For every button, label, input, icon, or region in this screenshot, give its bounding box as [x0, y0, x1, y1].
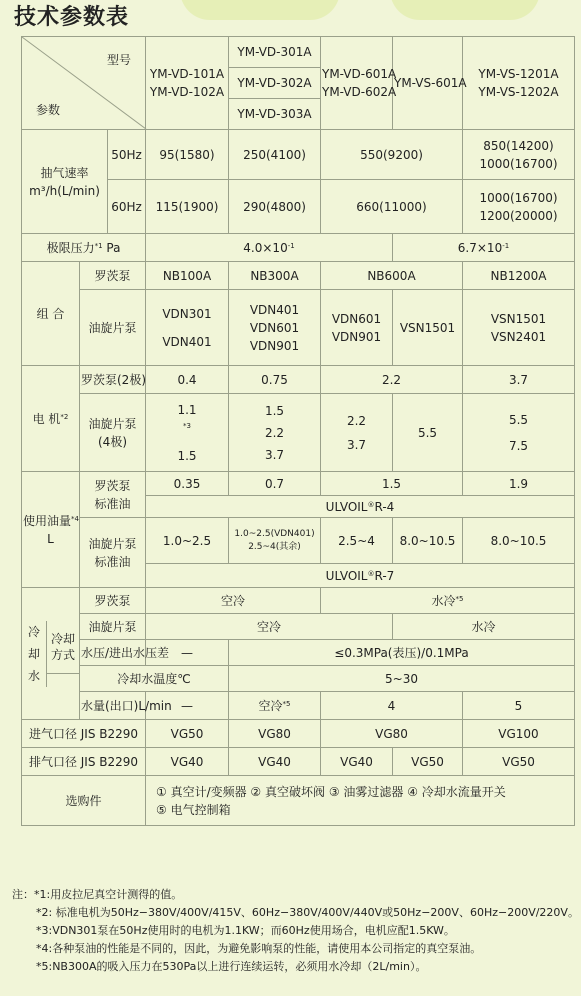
inlet-col34: VG80 — [321, 720, 463, 748]
motor-roots-col5: 3.7 — [463, 366, 575, 394]
cooling-rotary-air: 空冷 — [146, 614, 393, 640]
cooling-flow-col2: 空冷$^{*5}$ — [229, 692, 321, 720]
rotary-col3: VDN601 VDN901 — [321, 290, 393, 366]
param-label: 参数 — [36, 103, 61, 117]
footnotes — [12, 886, 578, 976]
cooling-pressure-dash: — — [146, 640, 229, 666]
oil-rotary-label: 油旋片泵 标准油 — [80, 518, 146, 588]
cooling-flow-col34: 4 — [321, 692, 463, 720]
oil-rotary-col4: 8.0~10.5 — [393, 518, 463, 564]
ultimate-pressure-b: $6.7\times 10^{-1}$ — [393, 234, 575, 262]
cooling-flow-col5: 5 — [463, 692, 575, 720]
oil-rotary-col1: 1.0~2.5 — [146, 518, 229, 564]
speed-50-col5: 850(14200) 1000(16700) — [463, 130, 575, 180]
ultimate-pressure-row — [22, 234, 575, 262]
footnote: *4:各种泵油的性能是不同的，因此，为避免影响泵的性能，请使用本公司指定的真空泵油。 — [36, 942, 482, 955]
motor-rotary-col1: 1.1 *3 1.5 — [146, 394, 229, 472]
hz-60-label: 60Hz — [108, 180, 146, 234]
oil-roots-col1: 0.35 — [146, 472, 229, 496]
cooling-group-label: 冷 却 水 冷却 方式 — [22, 588, 80, 720]
cooling-roots-air: 空冷 — [146, 588, 321, 614]
options-value: ① 真空计/变频器 ② 真空破坏阀 ③ 油雾过滤器 ④ 冷却水流量开关 ⑤ 电气控制箱 — [146, 776, 575, 826]
header-decoration — [390, 0, 540, 20]
motor-roots-col1: 0.4 — [146, 366, 229, 394]
cooling-roots-water: 水冷$^{*5}$ — [321, 588, 575, 614]
cooling-flow-label: 水量(出口)L/min — [80, 692, 146, 720]
speed-50-col1: 95(1580) — [146, 130, 229, 180]
cooling-flow-row — [22, 692, 575, 720]
options-label: 选购件 — [22, 776, 146, 826]
outlet-row — [22, 748, 575, 776]
speed-60-col34: 660(11000) — [321, 180, 463, 234]
inlet-col2: VG80 — [229, 720, 321, 748]
cooling-rotary-row — [22, 614, 575, 640]
cooling-pressure-row — [22, 640, 575, 666]
ultimate-pressure-label: 极限压力$^{*1}$ Pa — [22, 234, 146, 262]
header-row — [22, 37, 575, 130]
oil-roots-col2: 0.7 — [229, 472, 321, 496]
model-label: 型号 — [106, 53, 131, 67]
motor-roots-row — [22, 366, 575, 394]
motor-roots-col2: 0.75 — [229, 366, 321, 394]
cooling-roots-label: 罗茨泵 — [80, 588, 146, 614]
oil-rotary-type: ULVOIL®R-7 — [146, 564, 575, 588]
header-decoration — [180, 0, 340, 20]
combination-roots-row — [22, 262, 575, 290]
motor-rotary-col3: 2.2 3.7 — [321, 394, 393, 472]
cooling-rotary-label: 油旋片泵 — [80, 614, 146, 640]
roots-col2: NB300A — [229, 262, 321, 290]
model-col-5: YM-VS-1201A YM-VS-1202A — [463, 37, 575, 130]
oil-roots-col5: 1.9 — [463, 472, 575, 496]
oil-roots-col34: 1.5 — [321, 472, 463, 496]
oil-roots-type: ULVOIL®R-4 — [146, 496, 575, 518]
rotary-col4: VSN1501 — [393, 290, 463, 366]
oil-rotary-row — [22, 518, 575, 564]
roots-col34: NB600A — [321, 262, 463, 290]
speed-60-col2: 290(4800) — [229, 180, 321, 234]
outlet-col3: VG40 — [321, 748, 393, 776]
cooling-pressure-label: 水压/进出水压差 — [80, 640, 146, 666]
cooling-pressure-value: ≤0.3MPa(表压)/0.1MPa — [229, 640, 575, 666]
rotary-col2: VDN401 VDN601 VDN901 — [229, 290, 321, 366]
roots-col5: NB1200A — [463, 262, 575, 290]
motor-label: 电 机$^{*2}$ — [22, 366, 80, 472]
speed-50-col2: 250(4100) — [229, 130, 321, 180]
oil-roots-row — [22, 472, 575, 496]
motor-rotary-col5: 5.5 7.5 — [463, 394, 575, 472]
inlet-row — [22, 720, 575, 748]
outlet-col1: VG40 — [146, 748, 229, 776]
oil-rotary-col2: 1.0~2.5(VDN401) 2.5~4(其余) — [229, 518, 321, 564]
footnote: *5:NB300A的吸入压力在530Pa以上进行连续运转，必须用水冷却（2L/min）。 — [36, 960, 427, 973]
pumping-speed-50hz-row — [22, 130, 575, 180]
hz-50-label: 50Hz — [108, 130, 146, 180]
header-diagonal-cell — [22, 37, 146, 130]
cooling-rotary-water: 水冷 — [393, 614, 575, 640]
cooling-roots-row — [22, 588, 575, 614]
footnote: 注：*1:用皮拉尼真空计测得的值。 — [12, 888, 183, 901]
motor-rotary-label: 油旋片泵 (4极) — [80, 394, 146, 472]
combination-rotary-row — [22, 290, 575, 366]
outlet-col4: VG50 — [393, 748, 463, 776]
model-col-4: YM-VS-601A — [393, 37, 463, 130]
cooling-temp-value: 5~30 — [229, 666, 575, 692]
oil-rotary-col5: 8.0~10.5 — [463, 518, 575, 564]
model-col-2: YM-VD-301A YM-VD-302A YM-VD-303A — [229, 37, 321, 130]
cooling-temp-label: 冷却水温度℃ — [80, 666, 229, 692]
page-title: 技术参数表 — [14, 5, 130, 30]
rotary-col1: VDN301 VDN401 — [146, 290, 229, 366]
combination-roots-label: 罗茨泵 — [80, 262, 146, 290]
ultimate-pressure-a: $4.0\times 10^{-1}$ — [146, 234, 393, 262]
motor-rotary-row — [22, 394, 575, 472]
outlet-label: 排气口径 JIS B2290 — [22, 748, 146, 776]
pumping-speed-label: 抽气速率 m³/h(L/min) — [22, 130, 108, 234]
motor-roots-label: 罗茨泵(2极) — [80, 366, 146, 394]
inlet-col5: VG100 — [463, 720, 575, 748]
combination-rotary-label: 油旋片泵 — [80, 290, 146, 366]
inlet-col1: VG50 — [146, 720, 229, 748]
speed-60-col5: 1000(16700) 1200(20000) — [463, 180, 575, 234]
inlet-label: 进气口径 JIS B2290 — [22, 720, 146, 748]
options-row — [22, 776, 575, 826]
motor-rotary-col2: 1.5 2.2 3.7 — [229, 394, 321, 472]
oil-roots-label: 罗茨泵 标准油 — [80, 472, 146, 518]
oil-label: 使用油量$^{*4}$ L — [22, 472, 80, 588]
oil-rotary-col3: 2.5~4 — [321, 518, 393, 564]
speed-50-col34: 550(9200) — [321, 130, 463, 180]
footnote: *3:VDN301泵在50Hz使用时的电机为1.1KW；而60Hz使用场合，电机应配1.5KW。 — [36, 924, 455, 937]
spec-table — [21, 36, 575, 826]
speed-60-col1: 115(1900) — [146, 180, 229, 234]
outlet-col5: VG50 — [463, 748, 575, 776]
cooling-flow-dash: — — [146, 692, 229, 720]
footnote: *2: 标准电机为50Hz−380V/400V/415V、60Hz−380V/400V/440V或50Hz−200V、60Hz−200V/220V。 — [36, 906, 579, 919]
rotary-col5: VSN1501 VSN2401 — [463, 290, 575, 366]
motor-roots-col34: 2.2 — [321, 366, 463, 394]
combination-label: 组 合 — [22, 262, 80, 366]
model-col-3: YM-VD-601A YM-VD-602A — [321, 37, 393, 130]
outlet-col2: VG40 — [229, 748, 321, 776]
model-col-1: YM-VD-101A YM-VD-102A — [146, 37, 229, 130]
roots-col1: NB100A — [146, 262, 229, 290]
cooling-temp-row — [22, 666, 575, 692]
motor-rotary-col4: 5.5 — [393, 394, 463, 472]
